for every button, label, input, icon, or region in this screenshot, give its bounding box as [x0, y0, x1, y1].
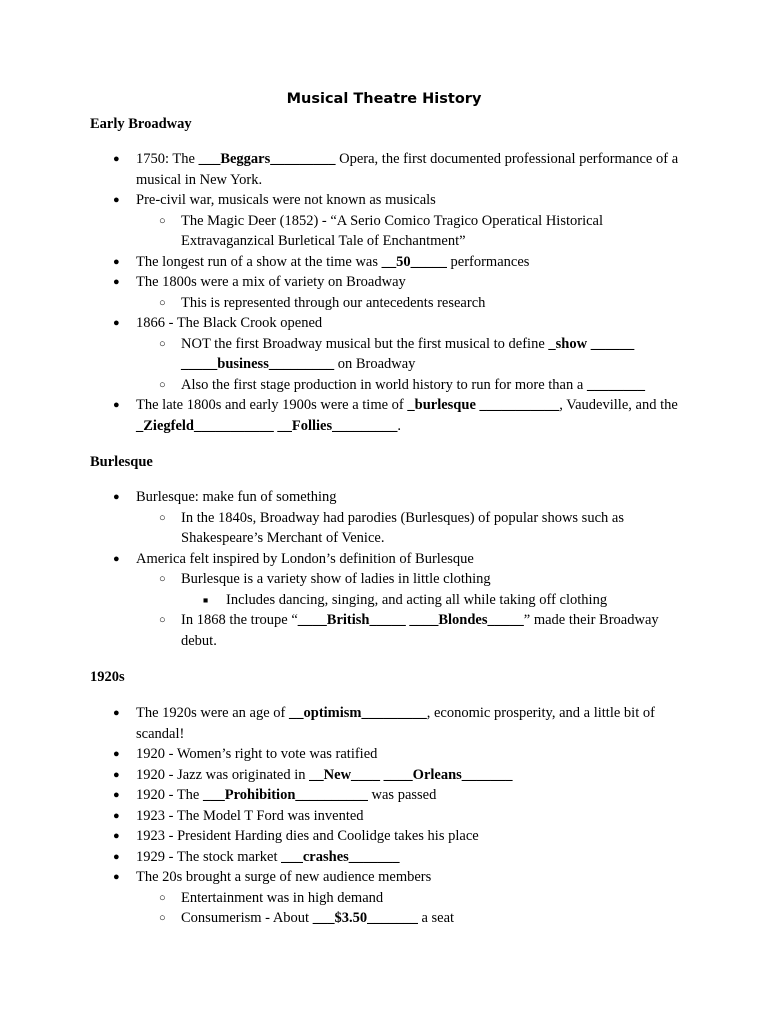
list-item: ○ NOT the first Broadway musical but the first musical to define _show ______ _____business_________ on Broadway — [159, 335, 635, 372]
fill-blank: ____British_____ ____Blondes_____ — [297, 612, 524, 628]
bullet-icon: ● — [113, 809, 120, 822]
fill-blank: _Ziegfeld___________ __Follies_________ — [136, 417, 398, 434]
list-item: ● 1920 - The ___Prohibition__________ was passed — [0, 785, 681, 806]
list-item: ■ Includes dancing, singing, and acting all while taking off clothing — [0, 590, 681, 611]
bullet-icon: ● — [113, 552, 120, 565]
circle-bullet-icon: ○ — [159, 891, 166, 904]
list-item: ○ In the 1840s, Broadway had parodies (Burlesques) of popular shows such as Shakespeare’s Merchant of Venice. — [159, 509, 624, 546]
bullet-icon: ● — [113, 194, 120, 206]
list-item: ○ This is represented through our antecedents research — [0, 293, 681, 314]
heading-1920s: 1920s — [90, 669, 125, 685]
bullet-icon: ● — [113, 317, 120, 329]
list-item: ● The 1800s were a mix of variety on Broadway — [0, 272, 681, 293]
circle-bullet-icon: ○ — [159, 378, 166, 391]
list-item: ● The late 1800s and early 1900s were a time of _burlesque ___________, Vaudeville, and the _Ziegfeld___________ __Follies_________. — [113, 397, 678, 434]
twenties-list — [0, 703, 768, 929]
heading-early-broadway: Early Broadway — [90, 116, 192, 132]
list-item: ● The 20s brought a surge of new audience members — [0, 867, 681, 888]
bullet-icon: ● — [113, 707, 120, 719]
list-item: ● 1920 - Jazz was originated in __New____ ____Orleans_______ — [0, 765, 681, 786]
circle-bullet-icon: ○ — [159, 214, 166, 227]
list-item: ● America felt inspired by London’s definition of Burlesque — [0, 549, 681, 570]
burlesque-list — [0, 487, 768, 651]
fill-blank: __50_____ — [381, 253, 447, 270]
list-item: ● The 1920s were an age of __optimism_________, economic prosperity, and a little bit of scandal! — [113, 705, 655, 742]
list-item: ● 1866 - The Black Crook opened — [0, 313, 681, 334]
fill-blank: __New____ ____Orleans_______ — [309, 766, 513, 783]
circle-bullet-icon: ○ — [159, 912, 166, 924]
bullet-icon: ● — [113, 871, 120, 883]
list-item: ○ In 1868 the troupe “____British_____ ____Blondes_____” made their Broadway debut. — [159, 612, 659, 649]
list-item: ● Burlesque: make fun of something — [0, 487, 681, 508]
list-item: ○ Consumerism - About ___$3.50_______ a seat — [0, 908, 681, 929]
fill-blank: __optimism_________ — [289, 705, 427, 721]
fill-blank: ___Beggars_________ — [198, 151, 336, 167]
square-bullet-icon: ■ — [203, 594, 209, 605]
circle-bullet-icon: ○ — [159, 337, 166, 350]
fill-blank: ________ — [586, 376, 645, 393]
bullet-icon: ● — [113, 748, 120, 760]
fill-blank: ___Prohibition__________ — [203, 787, 368, 803]
heading-burlesque: Burlesque — [90, 454, 153, 470]
circle-bullet-icon: ○ — [159, 296, 166, 309]
list-item: ● Pre-civil war, musicals were not known as musicals — [0, 190, 681, 211]
fill-blank: ___crashes_______ — [281, 848, 400, 865]
list-item: ● 1920 - Women’s right to vote was ratified — [0, 744, 681, 765]
list-item: ○ The Magic Deer (1852) - “A Serio Comico Tragico Operatical Historical Extravaganzical Burletical Tale of Enchantment” — [159, 212, 603, 249]
early-broadway-list — [0, 149, 768, 436]
list-item: ○ Entertainment was in high demand — [0, 888, 681, 909]
bullet-icon: ● — [113, 830, 120, 842]
fill-blank: _show ______ _____business_________ — [181, 335, 635, 372]
circle-bullet-icon: ○ — [159, 573, 166, 585]
list-item: ○ Burlesque is a variety show of ladies in little clothing — [0, 569, 681, 590]
list-item: ● The longest run of a show at the time was __50_____ performances — [0, 252, 681, 273]
circle-bullet-icon: ○ — [159, 614, 166, 626]
list-item: ● 1929 - The stock market ___crashes_______ — [0, 847, 681, 868]
bullet-icon: ● — [113, 789, 120, 801]
list-item: ● 1923 - President Harding dies and Coolidge takes his place — [0, 826, 681, 847]
bullet-icon: ● — [113, 768, 120, 781]
circle-bullet-icon: ○ — [159, 511, 166, 524]
bullet-icon: ● — [113, 276, 120, 288]
list-item: ○ Also the first stage production in world history to run for more than a ________ — [0, 375, 681, 396]
bullet-icon: ● — [113, 399, 120, 411]
fill-blank: _burlesque ___________ — [407, 397, 560, 413]
bullet-icon: ● — [113, 850, 120, 863]
list-item: ● 1750: The ___Beggars_________ Opera, the first documented professional performance of a musical in New York. — [113, 151, 679, 188]
list-item: ● 1923 - The Model T Ford was invented — [0, 806, 681, 827]
bullet-icon: ● — [113, 153, 120, 165]
bullet-icon: ● — [113, 255, 120, 268]
bullet-icon: ● — [113, 491, 120, 503]
fill-blank: ___$3.50_______ — [312, 910, 418, 926]
page-title: Musical Theatre History — [286, 91, 482, 107]
